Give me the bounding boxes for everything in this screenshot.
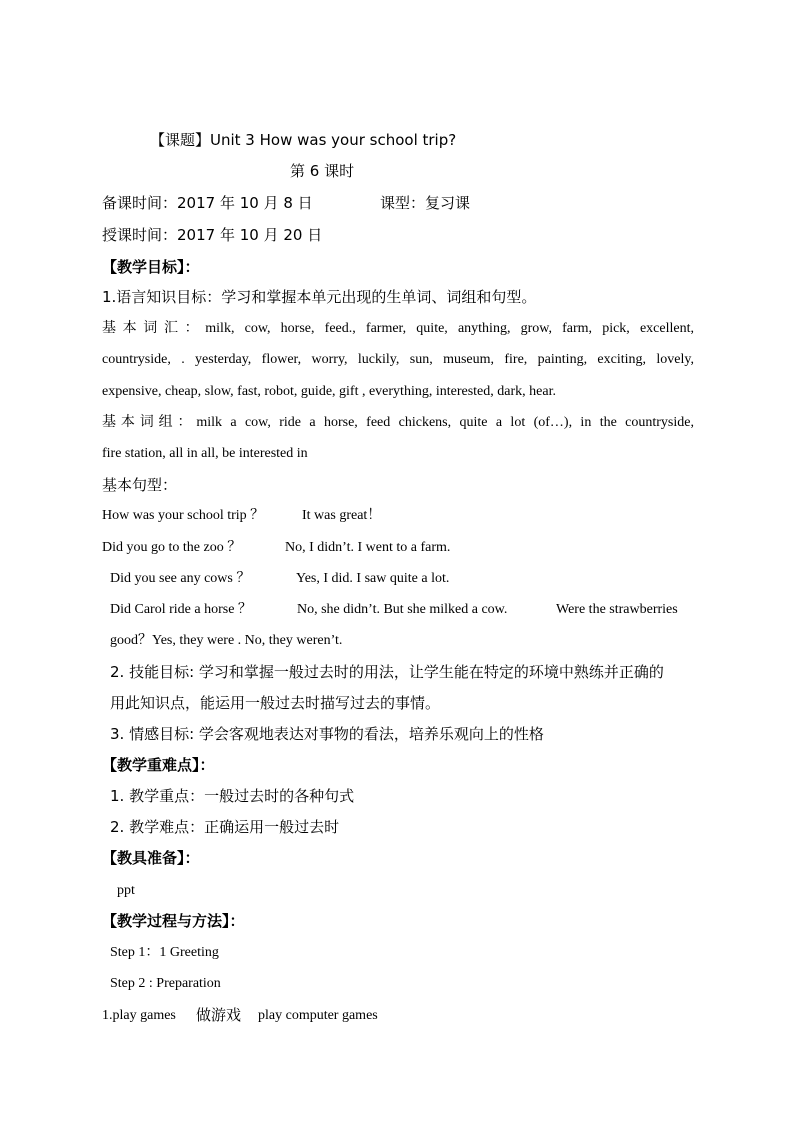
emotion-objective: 3. 情感目标: 学会客观地表达对事物的看法，培养乐观向上的性格 (110, 725, 544, 743)
step-2: Step 2 : Preparation (110, 976, 221, 991)
vocab-line-3: expensive, cheap, slow, fast, robot, guide, gift , everything, interested, dark, hear. (102, 384, 556, 399)
objectives-heading: 【教学目标】： (102, 258, 200, 276)
sentence-2-question: Did you go to the zoo ？ (102, 540, 242, 555)
activity-line-en: 1.play games (102, 1008, 176, 1023)
skill-objective-line-2: 用此知识点，能运用一般过去时描写过去的事情。 (110, 694, 441, 712)
vocab-line-2: countryside, . yesterday, flower, worry, luckily, sun, museum, fire, painting, exciting, lovely, (102, 352, 694, 367)
vocab-line-1: 基本词汇：milk, cow, horse, feed., farmer, quite, anything, grow, farm, pick, excellent, (102, 321, 694, 336)
sentence-1-answer: It was great！ (302, 508, 382, 523)
key-points-heading: 【教学重难点】： (102, 756, 215, 774)
activity-line-en-2: play computer games (258, 1008, 378, 1023)
activity-line-cn: 做游戏 (196, 1006, 242, 1024)
sentence-3-answer: Yes, I did. I saw quite a lot. (296, 571, 450, 586)
phrase-line-1: 基本词组：milk a cow, ride a horse, feed chickens, quite a lot (of…), in the countryside, (102, 415, 694, 430)
key-point-2: 2. 教学难点：正确运用一般过去时 (110, 818, 340, 836)
phrase-line-2: fire station, all in all, be interested in (102, 446, 308, 461)
sentence-4-followup: Were the strawberries (556, 602, 678, 617)
lesson-title: 【课题】Unit 3 How was your school trip? (150, 131, 457, 149)
teach-time: 授课时间：2017 年 10 月 20 日 (102, 226, 323, 244)
lesson-type: 课型：复习课 (380, 194, 471, 212)
step-1: Step 1：1 Greeting (110, 945, 219, 960)
sentence-4-answer: No, she didn’t. But she milked a cow. (297, 602, 508, 617)
skill-objective-line-1: 2. 技能目标: 学习和掌握一般过去时的用法，让学生能在特定的环境中熟练并正确的 (110, 663, 664, 681)
sentence-5: good？Yes, they were . No, they weren’t. (110, 633, 343, 648)
objective-language: 1.语言知识目标：学习和掌握本单元出现的生单词、词组和句型。 (102, 288, 537, 306)
lesson-number: 第 6 课时 (290, 162, 355, 180)
sentences-heading: 基本句型： (102, 476, 178, 494)
prep-time: 备课时间：2017 年 10 月 8 日 (102, 194, 313, 212)
process-heading: 【教学过程与方法】： (102, 912, 245, 930)
sentence-3-question: Did you see any cows ？ (110, 571, 251, 586)
sentence-4-question: Did Carol ride a horse ？ (110, 602, 252, 617)
sentence-2-answer: No, I didn’t. I went to a farm. (285, 540, 451, 555)
sentence-1-question: How was your school trip ？ (102, 508, 265, 523)
tools-item: ppt (117, 883, 135, 898)
tools-heading: 【教具准备】： (102, 849, 200, 867)
key-point-1: 1. 教学重点：一般过去时的各种句式 (110, 787, 355, 805)
